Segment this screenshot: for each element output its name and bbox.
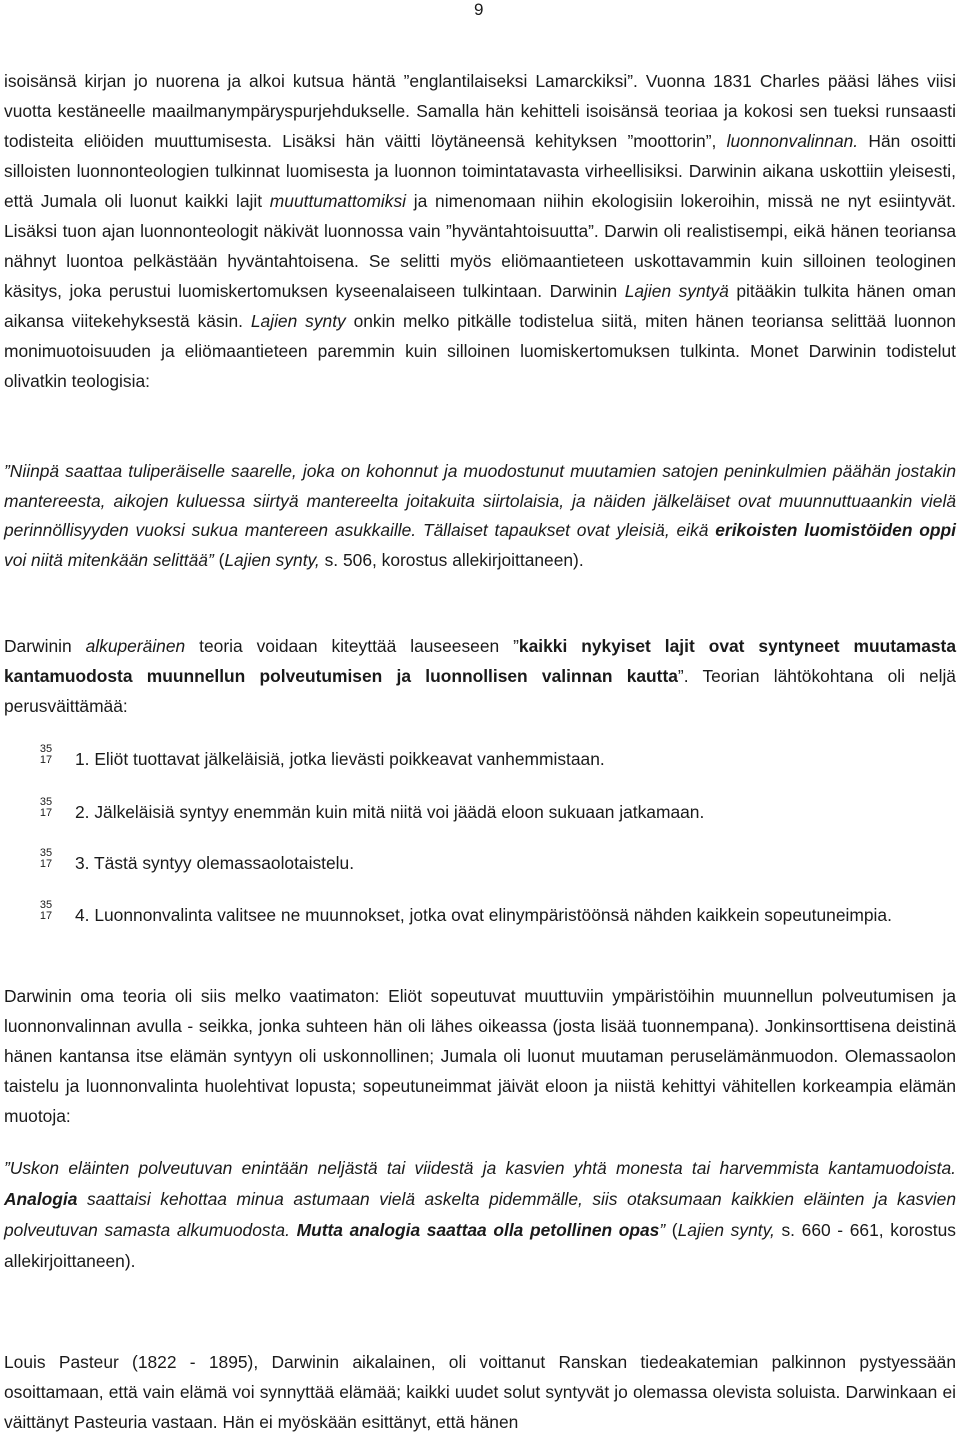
page-number: 9 xyxy=(474,0,484,19)
text-run: ”. Teorian lähtökohtana oli neljä perusväittämää: xyxy=(4,666,956,716)
list-bullet-icon: 35 17 xyxy=(39,796,53,819)
italic-run: Lajien synty xyxy=(250,311,346,331)
list-item-text: 2. Jälkeläisiä syntyy enemmän kuin mitä niitä voi jäädä eloon sukuaan jatkamaan. xyxy=(75,802,705,822)
list-bullet-icon: 35 17 xyxy=(39,743,53,766)
text-run: s. 506, korostus allekirjoittaneen). xyxy=(319,549,584,570)
text-run: Hän osoitti silloisten luonnonteologien tulkinnat luomisesta ja luonnon toimintatavasta virheellisiksi. Darwinin aikana uskottiin yleisesti, että Jumala oli luonut kaikki lajit xyxy=(4,131,956,211)
paragraph-darwin-own-theory: Darwinin oma teoria oli siis melko vaatimaton: Eliöt sopeutuvat muuttuviin ympäristöihin muunnellun polveutumisen ja luonnonvalinnan avulla - seikka, jonka suhteen hän oli lähes oikeassa (josta lisää tuonnempana). Jonkinsorttisena deistinä hänen kantansa itse elämän syntyyn oli uskonnollinen; Jumala oli luonut muutaman peruselämänmuodon. Olemassaolon taistelu ja luonnonvalinta huolehtivat lopusta; sopeutuneimmat jäivät eloon ja niistä kehittyi vähitellen korkeampia elämän muotoja: xyxy=(4,986,956,1126)
text-run: teoria voidaan kiteyttää lauseeseen ” xyxy=(185,636,519,656)
quote-origin-of-species-1 xyxy=(4,457,956,575)
italic-run: voi niitä mitenkään selittää” xyxy=(4,549,214,570)
bold-italic-run: Analogia xyxy=(4,1189,78,1209)
italic-run: ”Niinpä saattaa tuliperäiselle saarelle, joka on kohonnut ja muodostunut muutamien satojen peninkulmien päähän jostakin mantereesta, aikojen kuluessa siirtyä mantereelta joitakuita siirtolaisia, ja näiden jälkeläiset ovat muunnuttuaankin vielä perinnöllisyyden vuoksi sukua mantereen asukkaille. Tällaiset tapaukset ovat yleisiä, eikä xyxy=(4,461,956,540)
italic-run: ”Uskon eläinten polveutuvan enintään neljästä tai viidestä ja kasvien yhtä monesta tai harvemmista kantamuodoista. xyxy=(4,1158,956,1178)
list-bullet-icon: 35 17 xyxy=(39,899,53,922)
bold-italic-run: erikoisten luomistöiden oppi xyxy=(715,520,956,540)
italic-run: Lajien syntyä xyxy=(624,281,729,301)
italic-run: ” xyxy=(659,1220,666,1240)
bold-italic-run: Mutta analogia saattaa olla petollinen opas xyxy=(296,1220,660,1240)
bold-run: kaikki nykyiset lajit ovat syntyneet muutamasta kantamuodosta muunnellun polveutumisen ja luonnollisen valinnan kautta xyxy=(4,636,956,686)
italic-run: Lajien synty, xyxy=(677,1220,775,1240)
text-run: ( xyxy=(665,1220,678,1240)
list-bullet-icon: 35 17 xyxy=(39,847,53,870)
text-run: pitääkin tulkita hänen oman aikansa viitekehyksestä käsin. xyxy=(4,281,956,331)
text-run: ja nimenomaan niihin ekologisiin lokeroihin, missä ne nyt esiintyvät. Lisäksi tuon ajan luonnonteologit näkivät luonnossa vain ”hyväntahtoisuutta”. Darwin oli realistisempi, eikä hänen teoriansa nähnyt luontoa pelkästään hyväntahtoisena. Se selitti myös eliömaantieteen uskottavammin kuin silloinen teologinen käsitys, joka perustui luomiskertomuksen kyseenalaiseen tulkintaan. Darwinin xyxy=(4,191,956,301)
list-item-text: 3. Tästä syntyy olemassaolotaistelu. xyxy=(75,853,355,873)
italic-run: muuttumattomiksi xyxy=(269,191,407,211)
italic-run: luonnonvalinnan. xyxy=(726,131,859,151)
italic-run: Lajien synty, xyxy=(224,549,320,570)
paragraph-darwin-intro xyxy=(4,66,956,396)
list-item-text: 1. Eliöt tuottavat jälkeläisiä, jotka lievästi poikkeavat vanhemmistaan. xyxy=(75,749,605,769)
paragraph-theory-summary xyxy=(4,631,956,721)
quote-origin-of-species-2 xyxy=(4,1153,956,1277)
list-item-text: 4. Luonnonvalinta valitsee ne muunnokset, jotka ovat elinympäristöönsä nähden kaikkein sopeutuneimpia. xyxy=(75,905,892,925)
text-run: s. 660 - 661, korostus allekirjoittaneen). xyxy=(4,1220,956,1271)
text-run: onkin melko pitkälle todistelua siitä, miten hänen teoriansa selittää luonnon monimuotoisuuden ja eliömaantieteen paremmin kuin silloinen luomiskertomuksen tulkinta. Monet Darwinin todistelut olivatkin teologisia: xyxy=(4,311,956,391)
paragraph-pasteur: Louis Pasteur (1822 - 1895), Darwinin aikalainen, oli voittanut Ranskan tiedeakatemian palkinnon pystyessään osoittamaan, että vain elämä voi synnyttää elämää; kaikki uudet solut syntyvät jo olemassa olevista soluista. Darwinkaan ei väittänyt Pasteuria vastaan. Hän ei myöskään esittänyt, että hänen xyxy=(4,1352,956,1432)
text-run: ( xyxy=(213,549,225,570)
text-run: isoisänsä kirjan jo nuorena ja alkoi kutsua häntä ”englantilaiseksi Lamarckiksi”. Vuonna 1831 Charles pääsi lähes viisi vuotta kestäneelle maailmanympäryspurjehdukselle. Samalla hän kehitteli isoisänsä teoriaa ja kokosi sen tueksi runsaasti todisteita eliöiden muuttumisesta. Lisäksi hän väitti löytäneensä kehityksen ”moottorin”, xyxy=(4,71,956,151)
italic-run: alkuperäinen xyxy=(85,636,186,656)
italic-run: saattaisi kehottaa minua astumaan vielä askelta pidemmälle, siis otaksumaan kaikkien eläinten ja kasvien polveutuvan samasta alkumuodosta. xyxy=(4,1189,956,1240)
text-run: Darwinin xyxy=(4,636,86,656)
